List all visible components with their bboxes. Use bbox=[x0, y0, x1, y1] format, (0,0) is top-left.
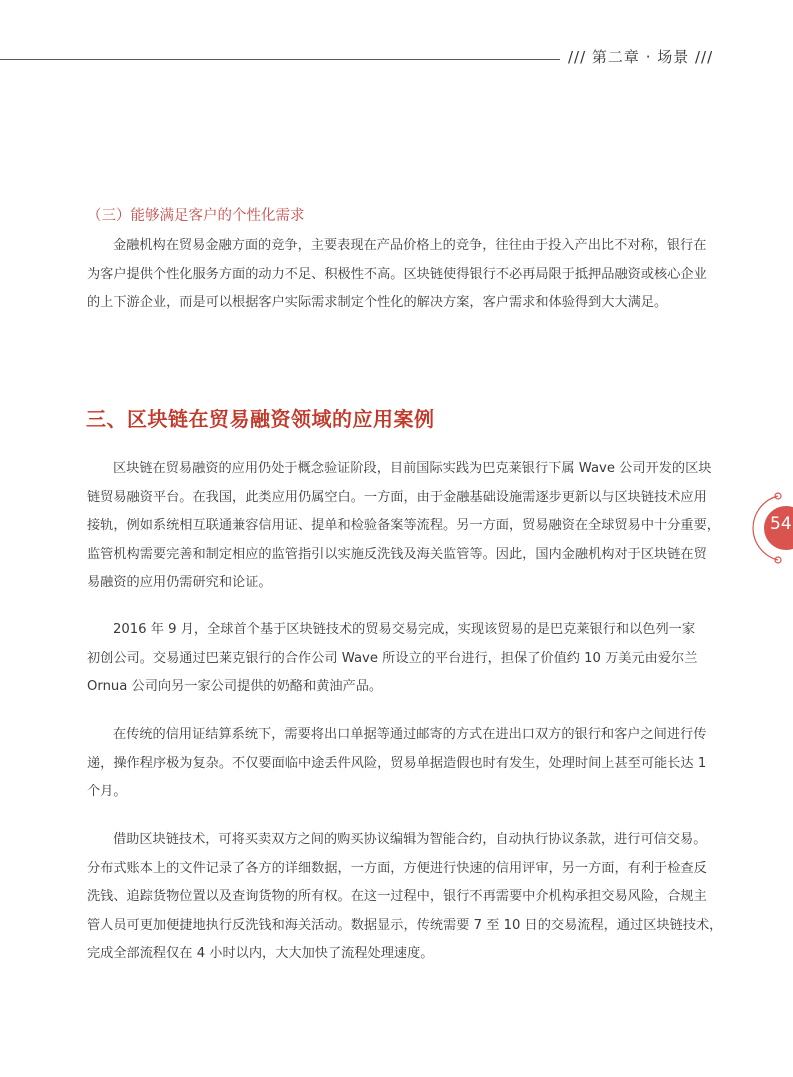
paragraph-line: 的上下游企业，而是可以根据客户实际需求制定个性化的解决方案，客户需求和体验得到大大满足。 bbox=[87, 295, 668, 310]
header-rule bbox=[0, 59, 560, 60]
paragraph-line: 区块链在贸易融资的应用仍处于概念验证阶段，目前国际实践为巴克莱银行下属 Wave 公司开发的区块 bbox=[113, 461, 712, 476]
paragraph-line: 监管机构需要完善和制定相应的监管指引以实施反洗钱及海关监管等。因此，国内金融机构对于区块链在贸 bbox=[87, 546, 707, 562]
section-paragraph-3 bbox=[87, 721, 713, 807]
page-number: 54 bbox=[770, 514, 792, 534]
paragraph-line: Ornua 公司向另一家公司提供的奶酪和黄油产品。 bbox=[87, 679, 383, 694]
paragraph-line: 分布式账本上的文件记录了各方的详细数据，一方面，方便进行快速的信用评审，另一方面，有利于检查反 bbox=[87, 860, 707, 876]
paragraph-line: 洗钱、追踪货物位置以及查询货物的所有权。在这一过程中，银行不再需要中介机构承担交易风险，合规主 bbox=[87, 889, 707, 904]
section-paragraph-1 bbox=[87, 455, 720, 598]
paragraph-line: 初创公司。交易通过巴莱克银行的合作公司 Wave 所设立的平台进行，担保了价值约 10 万美元由爱尔兰 bbox=[87, 650, 698, 666]
paragraph-line: 在传统的信用证结算系统下，需要将出口单据等通过邮寄的方式在进出口双方的银行和客户之间进行传 bbox=[113, 727, 707, 742]
paragraph-line: 递，操作程序极为复杂。不仅要面临中途丢件风险，贸易单据造假也时有发生，处理时间上甚至可能长达 1 bbox=[87, 755, 707, 771]
section-title: 三、区块链在贸易融资领域的应用案例 bbox=[86, 407, 435, 431]
section-paragraph-2 bbox=[87, 616, 713, 702]
section-paragraph-4 bbox=[87, 826, 723, 969]
subsection-paragraph bbox=[87, 232, 713, 318]
subsection-title: （三）能够满足客户的个性化需求 bbox=[87, 208, 305, 224]
paragraph-line: 完成全部流程仅在 4 小时以内，大大加快了流程处理速度。 bbox=[87, 946, 434, 961]
paragraph-line: 2016 年 9 月，全球首个基于区块链技术的贸易交易完成，实现该贸易的是巴克莱银行和以色列一家 bbox=[113, 622, 696, 637]
chapter-header: /// 第二章 · 场景 /// bbox=[568, 48, 714, 66]
paragraph-line: 管人员可更加便捷地执行反洗钱和海关活动。数据显示，传统需要 7 至 10 日的交易流程，通过区块链技术， bbox=[87, 917, 723, 933]
paragraph-line: 链贸易融资平台。在我国，此类应用仍属空白。一方面，由于金融基础设施需逐步更新以与区块链技术应用 bbox=[87, 489, 707, 505]
paragraph-line: 借助区块链技术，可将买卖双方之间的购买协议编辑为智能合约，自动执行协议条款，进行可信交易。 bbox=[113, 832, 707, 847]
paragraph-line: 金融机构在贸易金融方面的竞争，主要表现在产品价格上的竞争，往往由于投入产出比不对称，银行在 bbox=[113, 238, 707, 253]
paragraph-line: 易融资的应用仍需研究和论证。 bbox=[87, 575, 272, 590]
paragraph-line: 为客户提供个性化服务方面的动力不足、积极性不高。区块链使得银行不必再局限于抵押品融资或核心企业 bbox=[87, 266, 707, 282]
paragraph-line: 个月。 bbox=[87, 784, 127, 799]
paragraph-line: 接轨，例如系统相互联通兼容信用证、提单和检验备案等流程。另一方面，贸易融资在全球贸易中十分重要， bbox=[87, 518, 720, 533]
